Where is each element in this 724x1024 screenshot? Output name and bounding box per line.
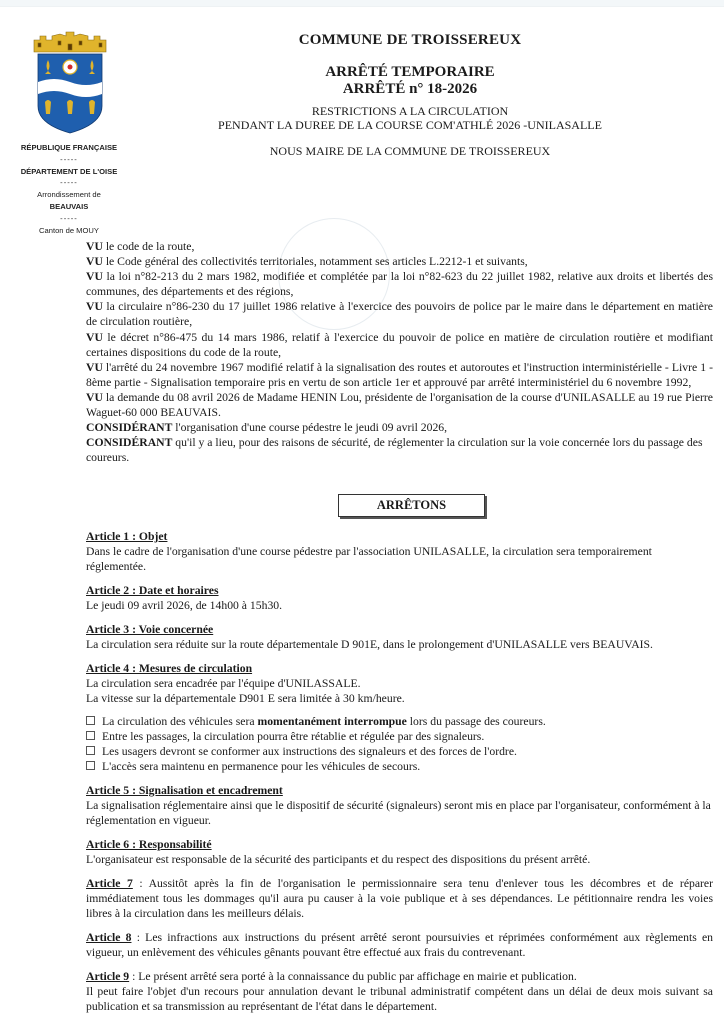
article-text: Il peut faire l'objet d'un recours pour annulation devant le tribunal administratif compétent dans un délai de deux mois suivant sa publication et sa transmission au représentant de l'état dans le département. [86,985,713,1013]
checkbox-bullet-icon [86,716,95,725]
preamble-item [86,390,713,420]
bullet-text: L'accès sera maintenu en permanence pour les véhicules de secours. [102,760,421,773]
republic-label: RÉPUBLIQUE FRANÇAISE [20,143,118,152]
department-label: DÉPARTEMENT DE L'OISE [20,166,118,176]
list-item [86,759,713,774]
mayor-statement: NOUS MAIRE DE LA COMMUNE DE TROISSEREUX [269,144,551,158]
bullet-text: La circulation des véhicules sera [102,715,258,728]
bullet-text: Les usagers devront se conformer aux instructions des signaleurs et des forces de l'ordre. [102,745,517,758]
administrative-info [8,142,130,236]
article-text: Dans le cadre de l'organisation d'une course pédestre par l'association UNILASALLE, la circulation sera temporairement réglementée. [86,545,652,573]
article-title: Article 5 : Signalisation et encadrement [86,784,283,797]
preamble-text: la circulaire n°86-230 du 17 juillet 1986 relative à l'exercice des pouvoirs de police par le maire dans le département en matière de circulation routière, [86,300,713,329]
preamble-text: l'organisation d'une course pédestre le jeudi 09 avril 2026, [172,421,448,435]
commune-title: COMMUNE DE TROISSEREUX [298,32,522,48]
preamble-text: qu'il y a lieu, pour des raisons de sécurité, de réglementer la circulation sur la voie concernée lors du passage des coureurs. [86,436,703,465]
article-title: Article 2 : Date et horaires [86,584,219,597]
article-1 [86,529,713,574]
article-9 [86,969,713,1014]
measures-list [86,714,713,774]
article-title: Article 4 : Mesures de circulation [86,662,253,675]
arrondissement-name: BEAUVAIS [49,201,89,211]
preamble-text: l'arrêté du 24 novembre 1967 modifié relatif à la signalisation des routes et autoroutes et l'instruction interministérielle - Livre 1 - 8ème partie - Signalisation temporaire pris en vertu de son article 1er et approuvé par arrêté interministériel du 6 novembre 1992, [86,360,713,389]
arrondissement-label: Arrondissement de [37,190,101,200]
article-text: La signalisation réglementaire ainsi que le dispositif de sécurité (signaleurs) seront mis en place par l'organisateur, conformément à la réglementation en vigueur. [86,799,711,827]
checkbox-bullet-icon [86,761,95,770]
article-8 [86,930,713,960]
preamble-item [86,269,713,299]
preamble-text: la loi n°82-213 du 2 mars 1982, modifiée et complétée par la loi n°82-623 du 22 juillet 1982, relative aux droits et libertés des communes, des départements et des régions, [86,270,713,299]
preamble-text: le Code général des collectivités territoriales, notamment ses articles L.2212-1 et suivants, [102,255,528,269]
preamble-lead: CONSIDÉRANT [86,436,173,450]
separator: ----- [60,213,78,223]
arrete-number: ARRÊTÉ n° 18-2026 [342,81,478,97]
arrete-type: ARRÊTÉ TEMPORAIRE [325,64,495,80]
article-text: Le jeudi 09 avril 2026, de 14h00 à 15h30. [86,599,283,612]
list-item [86,714,713,729]
preamble-text: le décret n°86-475 du 14 mars 1986, relatif à l'exercice du pouvoir de police en matière de circulation routière et modifiant certaines dispositions du code de la route, [86,330,713,359]
article-text: La circulation sera réduite sur la route départementale D 901E, dans le prolongement d'UNILASALLE vers BEAUVAIS. [86,638,653,651]
article-text: : Les infractions aux instructions du présent arrêté seront poursuivies et réprimées conformément aux règlements en vigueur, un enlèvement des véhicules gênants pouvant être effectué aux frais du contrevenant. [86,931,714,959]
article-text: La vitesse sur la départementale D901 E sera limitée à 30 km/heure. [86,692,405,705]
article-2 [86,583,713,613]
article-text: La circulation sera encadrée par l'équipe d'UNILASSALE. [86,677,361,690]
article-title: Article 7 [86,877,133,890]
article-3 [86,622,713,652]
preamble-lead: VU [86,360,103,374]
preamble-text: le code de la route, [102,240,195,253]
checkbox-bullet-icon [86,731,95,740]
restrictions-line-1: RESTRICTIONS A LA CIRCULATION [311,104,509,118]
separator: ----- [60,154,78,164]
mural-crown-icon [34,32,106,52]
bullet-emphasis: momentanément interrompue [257,715,407,728]
list-item [86,744,713,759]
preamble-item [86,435,713,465]
scan-top-edge [0,0,724,7]
article-text: L'organisateur est responsable de la sécurité des participants et du respect des dispositions du présent arrêté. [86,853,591,866]
article-title: Article 6 : Responsabilité [86,838,212,851]
article-7 [86,876,713,921]
article-4 [86,661,713,774]
article-title: Article 8 [86,931,132,944]
arretons-box [338,494,485,517]
preamble-lead: VU [86,330,103,344]
preamble-lead: VU [86,300,103,314]
preamble-item [86,420,713,435]
arretons-heading: ARRÊTONS [338,494,485,517]
preamble-item [86,330,713,360]
article-title: Article 9 [86,970,130,983]
preamble-lead: CONSIDÉRANT [86,421,173,435]
document-header [160,32,660,158]
preamble-text: la demande du 08 avril 2026 de Madame HENIN Lou, présidente de l'organisation de la course d'UNILASALLE au 19 rue Pierre Waguet-60 000 BEAUVAIS. [86,390,713,420]
coat-of-arms-logo [30,30,110,135]
preamble-item [86,254,713,269]
preamble-item [86,239,713,254]
checkbox-bullet-icon [86,746,95,755]
list-item [86,729,713,744]
article-title: Article 3 : Voie concernée [86,623,214,636]
preamble-item [86,360,713,390]
preamble [86,239,713,465]
articles [86,529,713,1023]
article-5 [86,783,713,828]
preamble-lead: VU [86,255,103,269]
canton-label: Canton de MOUY [39,225,99,235]
restrictions-line-2: PENDANT LA DUREE DE LA COURSE COM'ATHLÉ 2026 -UNILASALLE [218,118,602,132]
bullet-text: lors du passage des coureurs. [406,715,546,728]
article-6 [86,837,713,867]
article-text: : Le présent arrêté sera porté à la connaissance du public par affichage en mairie et publication. [129,970,577,983]
article-title: Article 1 : Objet [86,530,168,543]
preamble-item [86,299,713,329]
preamble-lead: VU [86,270,103,284]
preamble-lead: VU [86,240,103,253]
bullet-text: Entre les passages, la circulation pourra être rétablie et régulée par des signaleurs. [102,730,485,743]
separator: ----- [60,178,78,188]
preamble-lead: VU [86,390,103,404]
article-text: : Aussitôt après la fin de l'organisation le permissionnaire sera tenu d'enlever tous les décombres et de réparer immédiatement tous les dommages qu'il aura pu causer à la voie publique et à ses dépendances. Le pétitionnaire rendra les voies libres à la circulation dans les meilleurs délais. [86,877,714,920]
